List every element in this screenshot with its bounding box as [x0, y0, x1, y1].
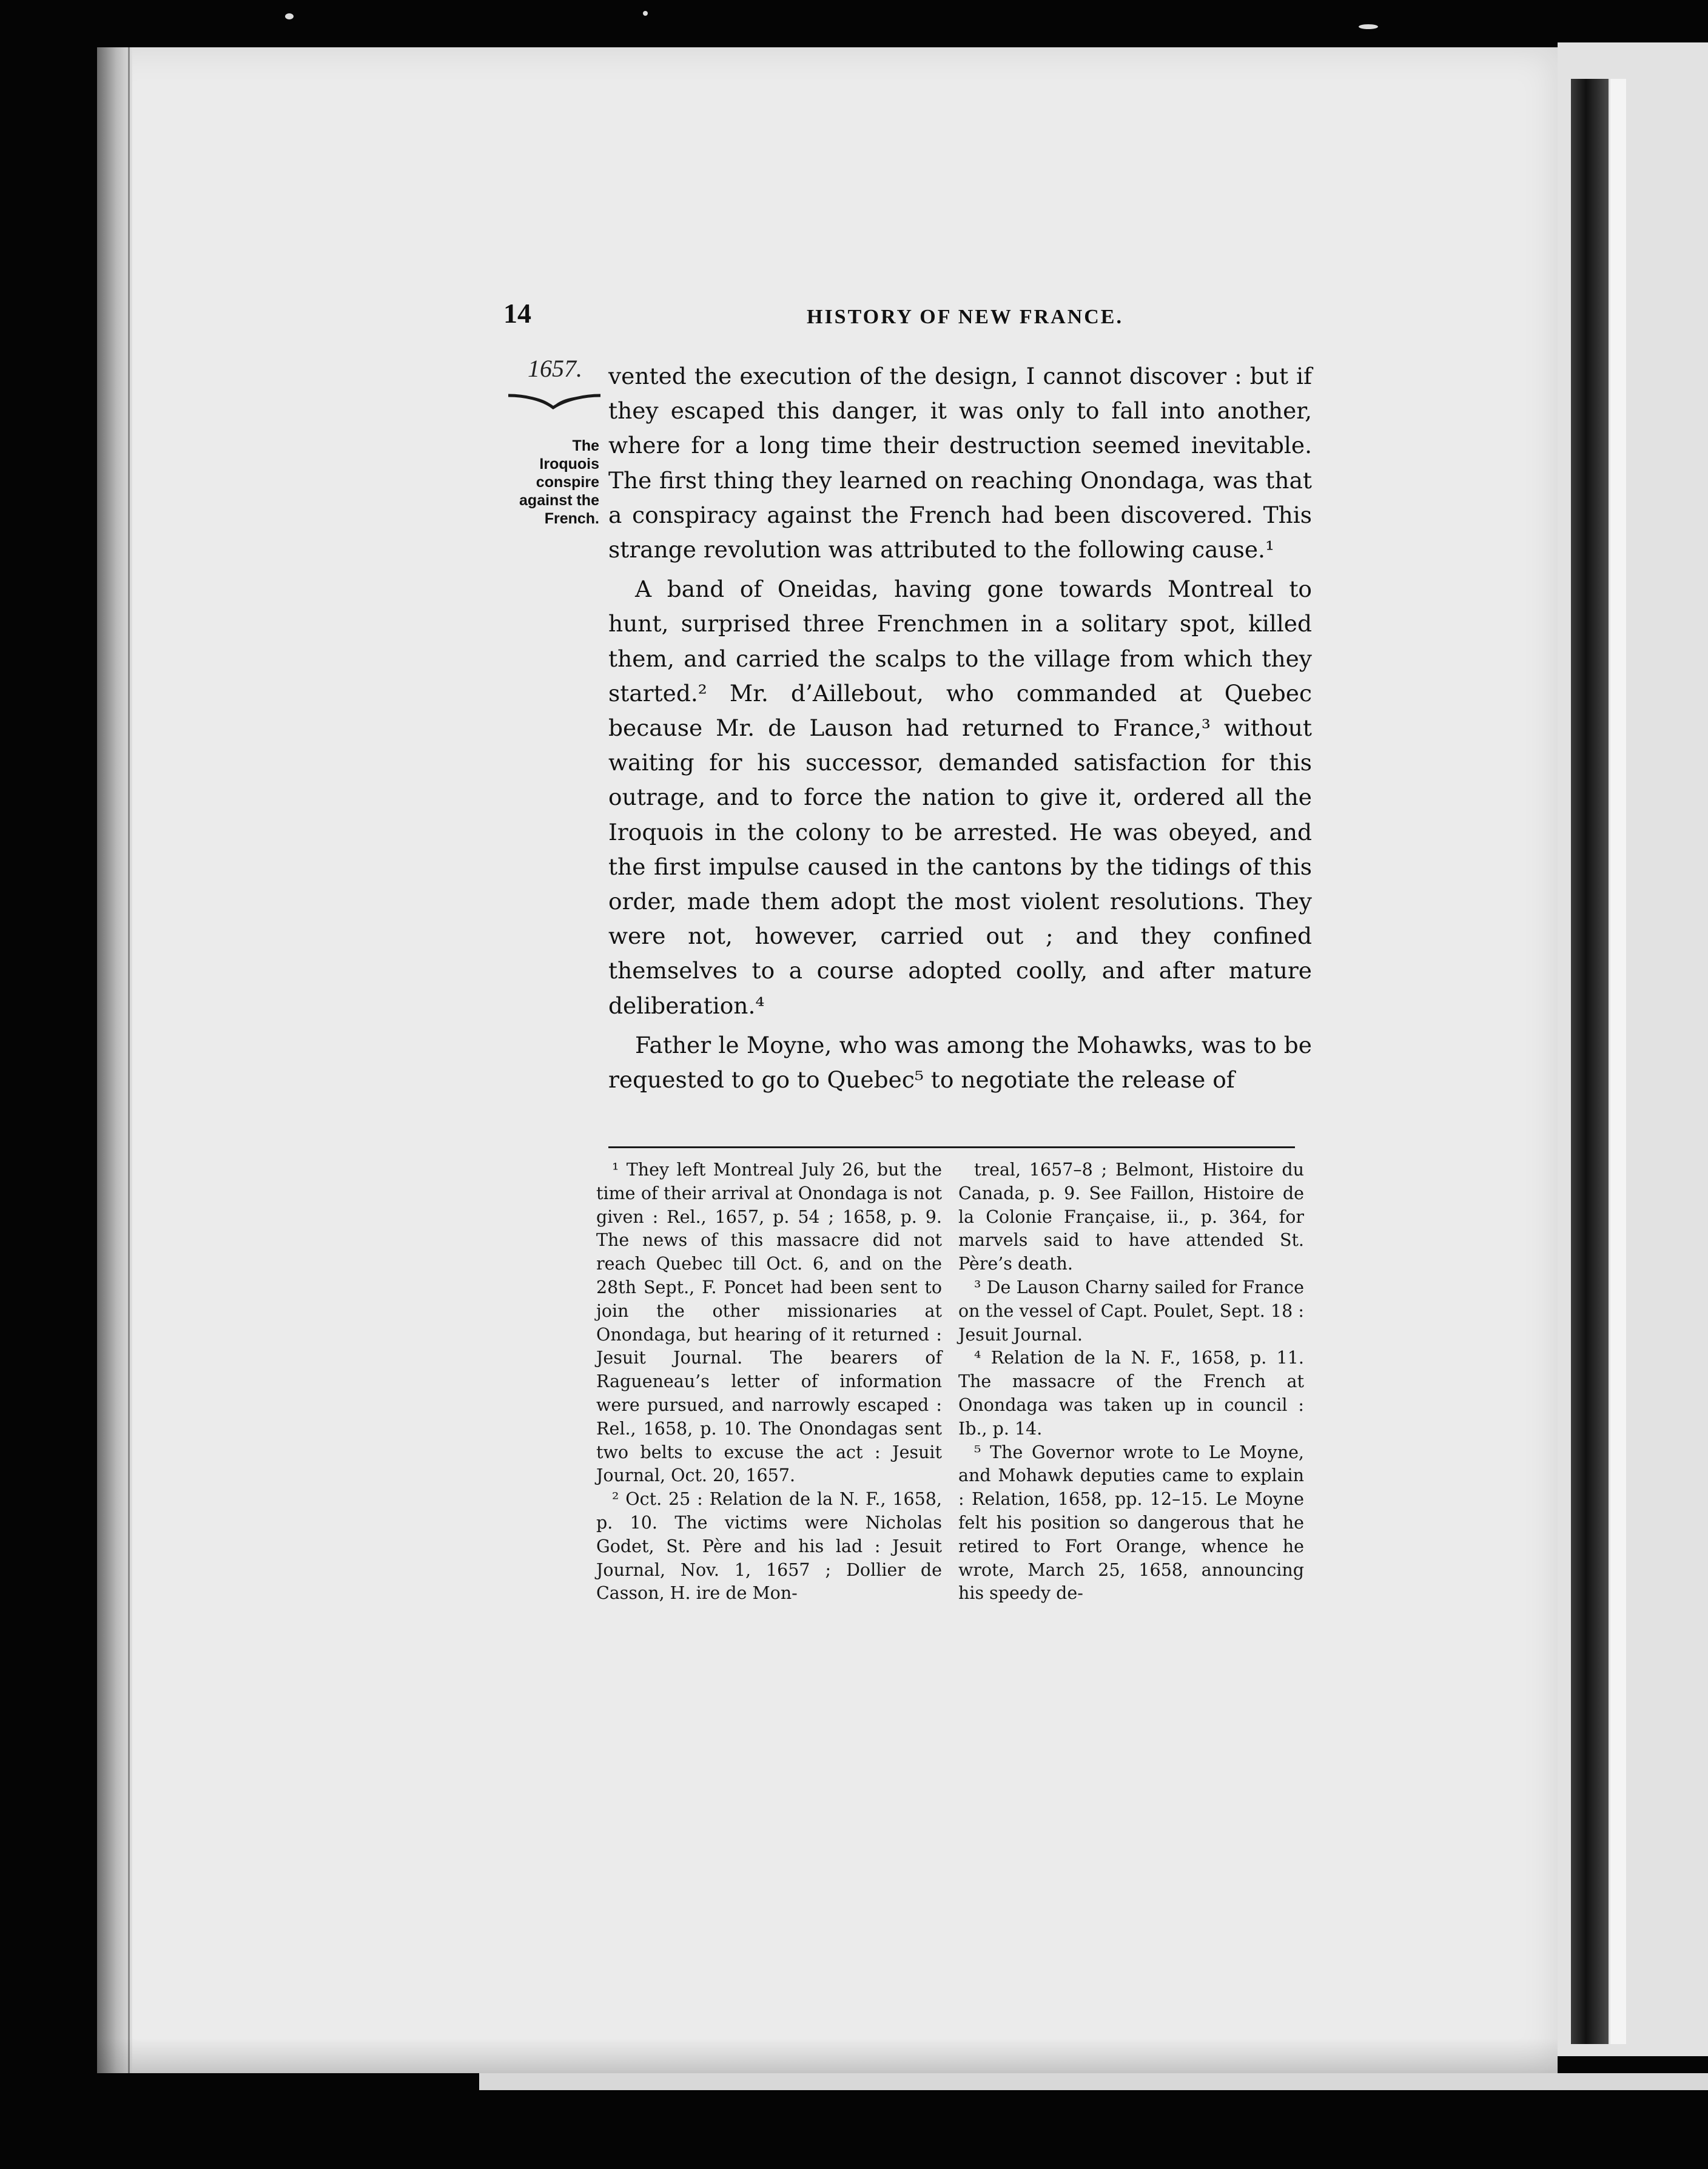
footnote: ⁵ The Governor wrote to Le Moyne, and Mohawk deputies came to explain : Relation, 1658, pp. 12–15. Le Moyne felt his position so dangerous that he retired to Fort Orange, whence he wrote, March 25, 1658, announcing his speedy de-: [958, 1442, 1304, 1604]
marginal-sidenote: [501, 437, 599, 528]
footnote: ² Oct. 25 : Relation de la N. F., 1658, p. 10. The victims were Nicholas Godet, St. Père and his lad : Jesuit Journal, Nov. 1, 1657 ; Dollier de Casson, H. ire de Mon-: [596, 1489, 942, 1604]
footnote-rule: [608, 1146, 1295, 1148]
running-title: HISTORY OF NEW FRANCE.: [807, 306, 1123, 328]
sidenote-line: French.: [544, 510, 599, 527]
dust-speck: [1359, 24, 1378, 29]
footnote: treal, 1657–8 ; Belmont, Histoire du Canada, p. 9. See Faillon, Histoire de la Colonie Française, ii., p. 364, for marvels said to have attended St. Père’s death.: [958, 1160, 1304, 1274]
body-paragraph: vented the execution of the design, I cannot discover : but if they escaped this danger, it was only to fall into another, where for a long time their destruction seemed inevitable. The first thing they learned on reaching Onondaga, was that a conspiracy against the French had been discovered. This strange revolution was attributed to the following cause.¹: [608, 363, 1312, 563]
curly-brace-ornament: [506, 388, 603, 417]
main-text: [608, 359, 1312, 1097]
footnote: ⁴ Relation de la N. F., 1658, p. 11. The massacre of the French at Onondaga was taken up in council : Ib., p. 14.: [958, 1348, 1304, 1439]
sidenote-line: conspire: [536, 474, 599, 491]
sidenote-line: Iroquois: [539, 456, 599, 472]
facing-page-binding-shadow: [1571, 79, 1609, 2044]
sidenote-line: against the: [519, 492, 599, 509]
binding-gutter: [97, 47, 132, 2073]
page-bottom-edge: [479, 2073, 1708, 2090]
dust-speck: [285, 13, 294, 19]
footnote: ³ De Lauson Charny sailed for France on the vessel of Capt. Poulet, Sept. 18 : Jesuit Journal.: [958, 1277, 1304, 1345]
sidenote-line: The: [572, 437, 599, 454]
footnote: ¹ They left Montreal July 26, but the time of their arrival at Onondaga is not given : Rel., 1657, p. 54 ; 1658, p. 9. The news of this massacre did not reach Quebec till Oct. 6, and on the 28th Sept., F. Poncet had been sent to join the other missionaries at Onondaga, but hearing of it returned : Jesuit Journal. The bearers of Ragueneau’s letter of information were pursued, and narrowly escaped : Rel., 1658, p. 10. The Onondagas sent two belts to excuse the act : Jesuit Journal, Oct. 20, 1657.: [596, 1160, 942, 1486]
facing-page-edge: [1610, 79, 1626, 2044]
footnotes-right-column: [958, 1158, 1304, 1606]
margin-year: 1657.: [528, 355, 582, 382]
dust-speck: [643, 11, 648, 16]
page-number: 14: [503, 298, 531, 329]
body-paragraph: A band of Oneidas, having gone towards Montreal to hunt, surprised three Frenchmen in a solitary spot, killed them, and carried the scalps to the village from which they started.² Mr. d’Aillebout, who commanded at Quebec because Mr. de Lauson had returned to France,³ without waiting for his successor, demanded satisfaction for this outrage, and to force the nation to give it, ordered all the Iroquois in the colony to be arrested. He was obeyed, and the first impulse caused in the cantons by the tidings of this order, made them adopt the most violent resolutions. They were not, however, carried out ; and they confined themselves to a course adopted coolly, and after mature deliberation.⁴: [608, 576, 1312, 1019]
body-paragraph: Father le Moyne, who was among the Mohawks, was to be requested to go to Quebec⁵ to negotiate the release of: [608, 1031, 1312, 1094]
page-bottom-shadow: [97, 2038, 1558, 2073]
page-header: [503, 297, 1431, 340]
footnotes-left-column: [596, 1158, 942, 1606]
